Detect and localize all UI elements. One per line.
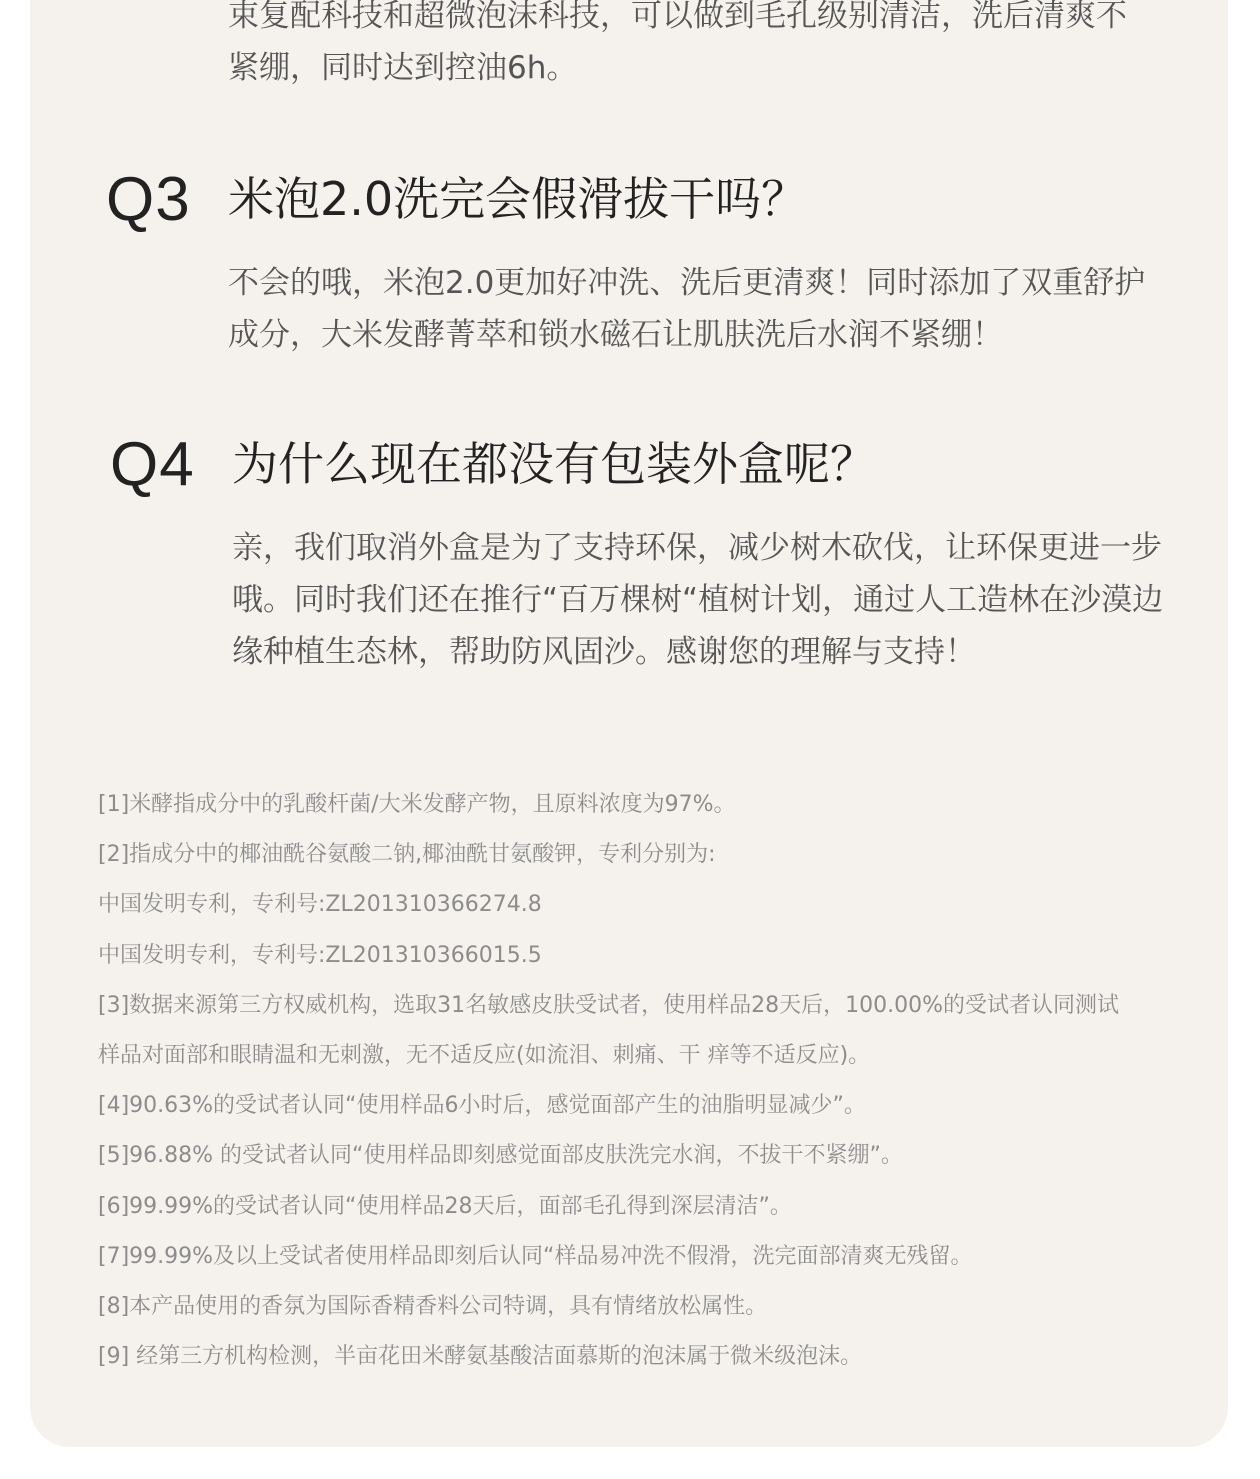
q4-question: 为什么现在都没有包装外盒呢？ [232,437,876,491]
footnote-3: [3]数据来源第三方权威机构，选取31名敏感皮肤受试者，使用样品28天后，100.00%的受试者认同测试 [98,992,1120,1018]
q4-number: Q4 [110,430,195,499]
footnote-2-patent-2: 中国发明专利，专利号:ZL201310366015.5 [98,942,542,968]
footnote-7: [7]99.99%及以上受试者使用样品即刻后认同“样品易冲洗不假滑，洗完面部清爽无残留。 [98,1243,973,1269]
footnote-6: [6]99.99%的受试者认同“使用样品28天后，面部毛孔得到深层清洁”。 [98,1193,792,1219]
footnote-4: [4]90.63%的受试者认同“使用样品6小时后，感觉面部产生的油脂明显减少”。 [98,1093,866,1119]
footnote-8: [8]本产品使用的香氛为国际香精香料公司特调，具有情绪放松属性。 [98,1294,768,1320]
q3-number: Q3 [106,165,191,234]
footnote-5: [5]96.88% 的受试者认同“使用样品即刻感觉面部皮肤洗完水润，不拔干不紧绷”。 [98,1143,903,1169]
footnote-1: [1]米酵指成分中的乳酸杆菌/大米发酵产物，且原料浓度为97%。 [98,792,736,817]
footnote-2-patent-1: 中国发明专利，专利号:ZL201310366274.8 [98,892,542,918]
q2-answer-text: 束复配科技和超微泡沫科技，可以做到毛孔级别清洁，洗后清爽不紧绷，同时达到控油6h。 [228,0,1127,86]
footnote-3-continued: 样品对面部和眼睛温和无刺激，无不适反应(如流泪、刺痛、干 痒等不适反应)。 [98,1043,871,1069]
footnote-9: [9] 经第三方机构检测，半亩花田米酵氨基酸洁面慕斯的泡沫属于微米级泡沫。 [98,1344,863,1370]
faq-card [30,0,1228,1447]
q3-answer-text: 不会的哦，米泡2.0更加好冲洗、洗后更清爽！同时添加了双重舒护成分，大米发酵菁萃和锁水磁石让肌肤洗后水润不紧绷！ [228,265,1146,353]
footnote-2: [2]指成分中的椰油酰谷氨酸二钠,椰油酰甘氨酸钾，专利分别为: [98,842,716,868]
footnotes-list [98,780,1208,1382]
q4-answer-text: 亲，我们取消外盒是为了支持环保，减少树木砍伐，让环保更进一步哦。同时我们还在推行“百万棵树“植树计划，通过人工造林在沙漠边缘种植生态林，帮助防风固沙。感谢您的理解与支持！ [232,530,1164,670]
q3-question: 米泡2.0洗完会假滑拔干吗？ [228,172,808,226]
